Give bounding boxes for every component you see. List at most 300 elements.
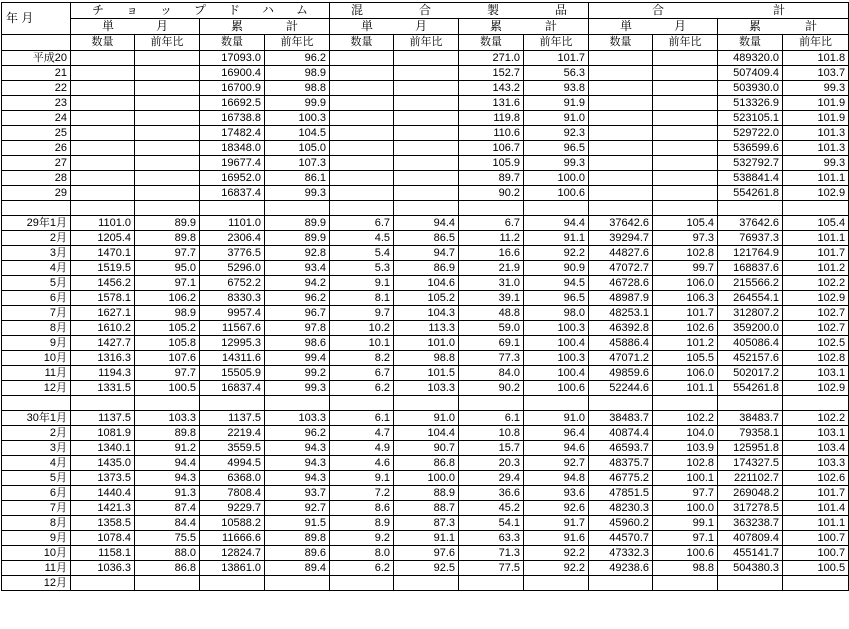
- table-row: [2, 306, 849, 321]
- table-row: [2, 321, 849, 336]
- empty-cell: [2, 201, 71, 216]
- quantity-cell: 16900.4: [200, 66, 265, 81]
- quantity-cell: 37642.6: [718, 216, 783, 231]
- yoy-ratio-cell: 100.6: [524, 381, 589, 396]
- yoy-ratio-cell: 98.9: [265, 66, 330, 81]
- quantity-cell: 6752.2: [200, 276, 265, 291]
- yoy-ratio-cell: [394, 576, 459, 591]
- quantity-cell: 39.1: [459, 291, 524, 306]
- table-row: [2, 426, 849, 441]
- quantity-cell: 121764.9: [718, 246, 783, 261]
- yoy-ratio-cell: 89.6: [265, 546, 330, 561]
- table-row: [2, 216, 849, 231]
- yoy-ratio-cell: 86.1: [265, 171, 330, 186]
- quantity-cell: 79358.1: [718, 426, 783, 441]
- sub-header-char: 月: [674, 19, 687, 33]
- column-header-yoy-ratio: 前年比: [265, 35, 330, 51]
- group-title-char: 計: [773, 3, 786, 17]
- quantity-cell: 1627.1: [71, 306, 135, 321]
- table-row: [2, 51, 849, 66]
- quantity-cell: 45886.4: [589, 336, 653, 351]
- quantity-cell: 17093.0: [200, 51, 265, 66]
- yoy-ratio-cell: 87.3: [394, 516, 459, 531]
- yoy-ratio-cell: 102.9: [783, 291, 849, 306]
- row-label: 5月: [2, 471, 71, 486]
- table-row: [2, 186, 849, 201]
- quantity-cell: 7.2: [330, 486, 394, 501]
- quantity-cell: 1194.3: [71, 366, 135, 381]
- empty-cell: [718, 396, 783, 411]
- quantity-cell: 89.7: [459, 171, 524, 186]
- group-title-char: チ: [92, 3, 105, 17]
- quantity-cell: 8.9: [330, 516, 394, 531]
- yoy-ratio-cell: 96.2: [265, 291, 330, 306]
- yoy-ratio-cell: 102.8: [653, 456, 718, 471]
- table-row: [2, 501, 849, 516]
- quantity-cell: 1427.7: [71, 336, 135, 351]
- quantity-cell: 125951.8: [718, 441, 783, 456]
- quantity-cell: [330, 96, 394, 111]
- yoy-ratio-cell: 113.3: [394, 321, 459, 336]
- yoy-ratio-cell: 94.8: [524, 471, 589, 486]
- quantity-cell: 1316.3: [71, 351, 135, 366]
- header-row-groups: [2, 3, 849, 19]
- table-row: [2, 351, 849, 366]
- quantity-cell: 54.1: [459, 516, 524, 531]
- yoy-ratio-cell: 86.8: [394, 456, 459, 471]
- quantity-cell: 489320.0: [718, 51, 783, 66]
- yoy-ratio-cell: 99.3: [783, 81, 849, 96]
- quantity-cell: 119.8: [459, 111, 524, 126]
- quantity-cell: 16.6: [459, 246, 524, 261]
- yoy-ratio-cell: 99.7: [653, 261, 718, 276]
- yoy-ratio-cell: 100.0: [394, 471, 459, 486]
- yoy-ratio-cell: 92.3: [524, 126, 589, 141]
- quantity-cell: [589, 141, 653, 156]
- quantity-cell: 405086.4: [718, 336, 783, 351]
- quantity-cell: [330, 171, 394, 186]
- yoy-ratio-cell: 88.0: [135, 546, 200, 561]
- yoy-ratio-cell: [135, 186, 200, 201]
- yoy-ratio-cell: 105.4: [783, 216, 849, 231]
- quantity-cell: 1081.9: [71, 426, 135, 441]
- quantity-cell: 143.2: [459, 81, 524, 96]
- yoy-ratio-cell: 97.1: [653, 531, 718, 546]
- yoy-ratio-cell: 101.1: [653, 381, 718, 396]
- row-label: 3月: [2, 441, 71, 456]
- yoy-ratio-cell: 102.5: [783, 336, 849, 351]
- group-title-char: 製: [487, 3, 500, 17]
- yoy-ratio-cell: 75.5: [135, 531, 200, 546]
- quantity-cell: [330, 66, 394, 81]
- quantity-cell: 40874.4: [589, 426, 653, 441]
- quantity-cell: 17482.4: [200, 126, 265, 141]
- group-title-char: 品: [555, 3, 568, 17]
- table-row: [2, 336, 849, 351]
- yoy-ratio-cell: [394, 186, 459, 201]
- sub-header-cumulative: [200, 19, 330, 35]
- group-header-chop-ham: [71, 3, 330, 19]
- sub-header-monthly: [71, 19, 200, 35]
- yoy-ratio-cell: 92.8: [265, 246, 330, 261]
- quantity-cell: 363238.7: [718, 516, 783, 531]
- yoy-ratio-cell: [394, 156, 459, 171]
- table-row: [2, 516, 849, 531]
- quantity-cell: 46392.8: [589, 321, 653, 336]
- yoy-ratio-cell: 91.6: [524, 531, 589, 546]
- quantity-cell: 11666.6: [200, 531, 265, 546]
- empty-cell: [2, 396, 71, 411]
- quantity-cell: 76937.3: [718, 231, 783, 246]
- yoy-ratio-cell: 99.3: [265, 381, 330, 396]
- quantity-cell: 48230.3: [589, 501, 653, 516]
- quantity-cell: [71, 141, 135, 156]
- quantity-cell: 1101.0: [200, 216, 265, 231]
- yoy-ratio-cell: 91.1: [524, 231, 589, 246]
- yoy-ratio-cell: 99.2: [265, 366, 330, 381]
- quantity-cell: 215566.2: [718, 276, 783, 291]
- yoy-ratio-cell: [135, 66, 200, 81]
- yoy-ratio-cell: [394, 171, 459, 186]
- row-label: 25: [2, 126, 71, 141]
- quantity-cell: 48987.9: [589, 291, 653, 306]
- empty-cell: [783, 201, 849, 216]
- quantity-cell: 6.1: [330, 411, 394, 426]
- quantity-cell: 529722.0: [718, 126, 783, 141]
- sub-header-monthly: [589, 19, 718, 35]
- quantity-cell: 49859.6: [589, 366, 653, 381]
- quantity-cell: 264554.1: [718, 291, 783, 306]
- quantity-cell: [589, 126, 653, 141]
- empty-cell: [394, 201, 459, 216]
- yoy-ratio-cell: 103.3: [135, 411, 200, 426]
- yoy-ratio-cell: [653, 576, 718, 591]
- quantity-cell: 532792.7: [718, 156, 783, 171]
- yoy-ratio-cell: 93.8: [524, 81, 589, 96]
- quantity-cell: 6.7: [330, 216, 394, 231]
- sub-header-char: 単: [620, 19, 633, 33]
- quantity-cell: 4.5: [330, 231, 394, 246]
- empty-cell: [524, 201, 589, 216]
- yoy-ratio-cell: 101.2: [653, 336, 718, 351]
- table-row: [2, 261, 849, 276]
- yoy-ratio-cell: 101.1: [783, 516, 849, 531]
- yoy-ratio-cell: 92.6: [524, 501, 589, 516]
- yoy-ratio-cell: 98.8: [394, 351, 459, 366]
- yoy-ratio-cell: [653, 111, 718, 126]
- row-label: 9月: [2, 531, 71, 546]
- yoy-ratio-cell: 89.9: [265, 231, 330, 246]
- table-row: [2, 561, 849, 576]
- yoy-ratio-cell: 94.3: [265, 471, 330, 486]
- quantity-cell: 110.6: [459, 126, 524, 141]
- yoy-ratio-cell: 101.2: [783, 261, 849, 276]
- quantity-cell: 16837.4: [200, 186, 265, 201]
- quantity-cell: 8.0: [330, 546, 394, 561]
- quantity-cell: 90.2: [459, 381, 524, 396]
- yoy-ratio-cell: [394, 96, 459, 111]
- quantity-cell: 1358.5: [71, 516, 135, 531]
- yoy-ratio-cell: 100.3: [524, 321, 589, 336]
- yoy-ratio-cell: 102.2: [783, 276, 849, 291]
- quantity-cell: [71, 156, 135, 171]
- yoy-ratio-cell: 100.5: [135, 381, 200, 396]
- empty-cell: [524, 396, 589, 411]
- yoy-ratio-cell: 89.8: [265, 531, 330, 546]
- sub-header-char: 計: [805, 19, 818, 33]
- quantity-cell: 1456.2: [71, 276, 135, 291]
- table-body: [2, 3, 849, 591]
- yoy-ratio-cell: 88.9: [394, 486, 459, 501]
- row-label: 平成20: [2, 51, 71, 66]
- row-label: 4月: [2, 456, 71, 471]
- quantity-cell: 11.2: [459, 231, 524, 246]
- quantity-cell: 168837.6: [718, 261, 783, 276]
- yoy-ratio-cell: 102.7: [783, 306, 849, 321]
- quantity-cell: 513326.9: [718, 96, 783, 111]
- quantity-cell: 1137.5: [71, 411, 135, 426]
- table-row: [2, 66, 849, 81]
- quantity-cell: 523105.1: [718, 111, 783, 126]
- quantity-cell: 69.1: [459, 336, 524, 351]
- yoy-ratio-cell: 96.5: [524, 291, 589, 306]
- quantity-cell: 12995.3: [200, 336, 265, 351]
- yoy-ratio-cell: 99.1: [653, 516, 718, 531]
- yoy-ratio-cell: 91.9: [524, 96, 589, 111]
- quantity-cell: 4.7: [330, 426, 394, 441]
- quantity-cell: [718, 576, 783, 591]
- empty-cell: [330, 201, 394, 216]
- quantity-cell: 8.6: [330, 501, 394, 516]
- column-header-yoy-ratio: 前年比: [394, 35, 459, 51]
- empty-cell: [653, 396, 718, 411]
- quantity-cell: 71.3: [459, 546, 524, 561]
- row-label: 22: [2, 81, 71, 96]
- quantity-cell: 503930.0: [718, 81, 783, 96]
- yoy-ratio-cell: 103.3: [783, 456, 849, 471]
- yoy-ratio-cell: 103.1: [783, 366, 849, 381]
- yoy-ratio-cell: 98.8: [265, 81, 330, 96]
- quantity-cell: 317278.5: [718, 501, 783, 516]
- table-row: [2, 381, 849, 396]
- yoy-ratio-cell: 97.1: [135, 276, 200, 291]
- yoy-ratio-cell: 98.8: [653, 561, 718, 576]
- row-label: 29年1月: [2, 216, 71, 231]
- quantity-cell: 46775.2: [589, 471, 653, 486]
- quantity-cell: 16837.4: [200, 381, 265, 396]
- sub-header-cumulative: [718, 19, 849, 35]
- quantity-cell: 1078.4: [71, 531, 135, 546]
- row-label: 9月: [2, 336, 71, 351]
- quantity-cell: 13861.0: [200, 561, 265, 576]
- yoy-ratio-cell: [524, 576, 589, 591]
- yoy-ratio-cell: 106.0: [653, 366, 718, 381]
- quantity-cell: [71, 171, 135, 186]
- table-row: [2, 456, 849, 471]
- quantity-cell: 19677.4: [200, 156, 265, 171]
- yoy-ratio-cell: 91.0: [524, 111, 589, 126]
- empty-header-cell: [2, 35, 71, 51]
- quantity-cell: 20.3: [459, 456, 524, 471]
- quantity-cell: 11567.6: [200, 321, 265, 336]
- quantity-cell: 6368.0: [200, 471, 265, 486]
- quantity-cell: 1205.4: [71, 231, 135, 246]
- yoy-ratio-cell: [135, 81, 200, 96]
- yoy-ratio-cell: 107.3: [265, 156, 330, 171]
- group-title-char: ョ: [126, 3, 139, 17]
- quantity-cell: 105.9: [459, 156, 524, 171]
- quantity-cell: [330, 111, 394, 126]
- quantity-cell: 9229.7: [200, 501, 265, 516]
- row-label: 28: [2, 171, 71, 186]
- sub-header-char: 累: [231, 19, 244, 33]
- row-label: 10月: [2, 351, 71, 366]
- group-title-char: 合: [652, 3, 665, 17]
- quantity-cell: [589, 171, 653, 186]
- yoy-ratio-cell: 103.3: [394, 381, 459, 396]
- table-row: [2, 81, 849, 96]
- quantity-cell: 1373.5: [71, 471, 135, 486]
- quantity-cell: 2306.4: [200, 231, 265, 246]
- row-label: 30年1月: [2, 411, 71, 426]
- row-label: 24: [2, 111, 71, 126]
- row-label: 4月: [2, 261, 71, 276]
- yoy-ratio-cell: 94.4: [135, 456, 200, 471]
- yoy-ratio-cell: 102.8: [653, 246, 718, 261]
- yoy-ratio-cell: 102.9: [783, 381, 849, 396]
- quantity-cell: 49238.6: [589, 561, 653, 576]
- quantity-cell: 407809.4: [718, 531, 783, 546]
- quantity-cell: 5296.0: [200, 261, 265, 276]
- quantity-cell: 15.7: [459, 441, 524, 456]
- column-header-quantity: 数量: [718, 35, 783, 51]
- quantity-cell: 359200.0: [718, 321, 783, 336]
- quantity-cell: [71, 96, 135, 111]
- table-row: [2, 246, 849, 261]
- quantity-cell: 221102.7: [718, 471, 783, 486]
- column-header-quantity: 数量: [589, 35, 653, 51]
- yoy-ratio-cell: 105.2: [394, 291, 459, 306]
- quantity-cell: [71, 111, 135, 126]
- yoy-ratio-cell: 92.2: [524, 561, 589, 576]
- yoy-ratio-cell: 94.2: [265, 276, 330, 291]
- empty-cell: [653, 201, 718, 216]
- yoy-ratio-cell: [653, 126, 718, 141]
- yoy-ratio-cell: [135, 576, 200, 591]
- quantity-cell: 5.3: [330, 261, 394, 276]
- yoy-ratio-cell: 100.7: [783, 531, 849, 546]
- yoy-ratio-cell: 100.3: [524, 351, 589, 366]
- column-header-yoy-ratio: 前年比: [783, 35, 849, 51]
- yoy-ratio-cell: 91.0: [524, 411, 589, 426]
- table-row: [2, 486, 849, 501]
- quantity-cell: [71, 126, 135, 141]
- yoy-ratio-cell: 97.3: [653, 231, 718, 246]
- column-header-quantity: 数量: [459, 35, 524, 51]
- quantity-cell: 45960.2: [589, 516, 653, 531]
- quantity-cell: 48253.1: [589, 306, 653, 321]
- yoy-ratio-cell: 100.0: [524, 171, 589, 186]
- yoy-ratio-cell: 96.7: [265, 306, 330, 321]
- yoy-ratio-cell: [394, 141, 459, 156]
- quantity-cell: 29.4: [459, 471, 524, 486]
- quantity-cell: 15505.9: [200, 366, 265, 381]
- yoy-ratio-cell: 97.7: [135, 366, 200, 381]
- table-row: [2, 276, 849, 291]
- yoy-ratio-cell: 104.6: [394, 276, 459, 291]
- header-row-subgroups: [2, 19, 849, 35]
- yoy-ratio-cell: 94.4: [524, 216, 589, 231]
- sub-header-char: 累: [490, 19, 503, 33]
- quantity-cell: 1435.0: [71, 456, 135, 471]
- yoy-ratio-cell: 100.5: [783, 561, 849, 576]
- quantity-cell: 1440.4: [71, 486, 135, 501]
- quantity-cell: [330, 186, 394, 201]
- yoy-ratio-cell: [265, 576, 330, 591]
- yoy-ratio-cell: 96.4: [524, 426, 589, 441]
- quantity-cell: 4.9: [330, 441, 394, 456]
- quantity-cell: 84.0: [459, 366, 524, 381]
- quantity-cell: 38483.7: [589, 411, 653, 426]
- quantity-cell: 10.2: [330, 321, 394, 336]
- table-row: [2, 156, 849, 171]
- yoy-ratio-cell: 102.2: [783, 411, 849, 426]
- quantity-cell: [589, 96, 653, 111]
- quantity-cell: 38483.7: [718, 411, 783, 426]
- quantity-cell: 44570.7: [589, 531, 653, 546]
- quantity-cell: 47072.7: [589, 261, 653, 276]
- quantity-cell: 16952.0: [200, 171, 265, 186]
- row-label: 7月: [2, 306, 71, 321]
- quantity-cell: 48.8: [459, 306, 524, 321]
- group-title-char: 混: [351, 3, 364, 17]
- quantity-cell: [589, 156, 653, 171]
- quantity-cell: 455141.7: [718, 546, 783, 561]
- quantity-cell: 47071.2: [589, 351, 653, 366]
- yoy-ratio-cell: 105.5: [653, 351, 718, 366]
- yoy-ratio-cell: 87.4: [135, 501, 200, 516]
- quantity-cell: 502017.2: [718, 366, 783, 381]
- empty-cell: [200, 396, 265, 411]
- yoy-ratio-cell: 106.0: [653, 276, 718, 291]
- yoy-ratio-cell: 97.7: [653, 486, 718, 501]
- row-label: 8月: [2, 321, 71, 336]
- quantity-cell: 8330.3: [200, 291, 265, 306]
- empty-cell: [783, 396, 849, 411]
- quantity-cell: 7808.4: [200, 486, 265, 501]
- empty-cell: [135, 396, 200, 411]
- yoy-ratio-cell: 105.2: [135, 321, 200, 336]
- empty-cell: [718, 201, 783, 216]
- yoy-ratio-cell: [394, 81, 459, 96]
- row-label: 12月: [2, 576, 71, 591]
- empty-cell: [265, 396, 330, 411]
- group-header-mixed-products: [330, 3, 589, 19]
- quantity-cell: 4994.5: [200, 456, 265, 471]
- quantity-cell: [330, 81, 394, 96]
- quantity-cell: 10.8: [459, 426, 524, 441]
- yoy-ratio-cell: 102.6: [783, 471, 849, 486]
- quantity-cell: [589, 51, 653, 66]
- yoy-ratio-cell: 99.3: [265, 186, 330, 201]
- quantity-cell: [71, 186, 135, 201]
- yoy-ratio-cell: 101.7: [783, 486, 849, 501]
- row-label: 5月: [2, 276, 71, 291]
- empty-cell: [589, 201, 653, 216]
- yoy-ratio-cell: 101.1: [783, 171, 849, 186]
- yoy-ratio-cell: 101.1: [783, 231, 849, 246]
- yoy-ratio-cell: 103.3: [265, 411, 330, 426]
